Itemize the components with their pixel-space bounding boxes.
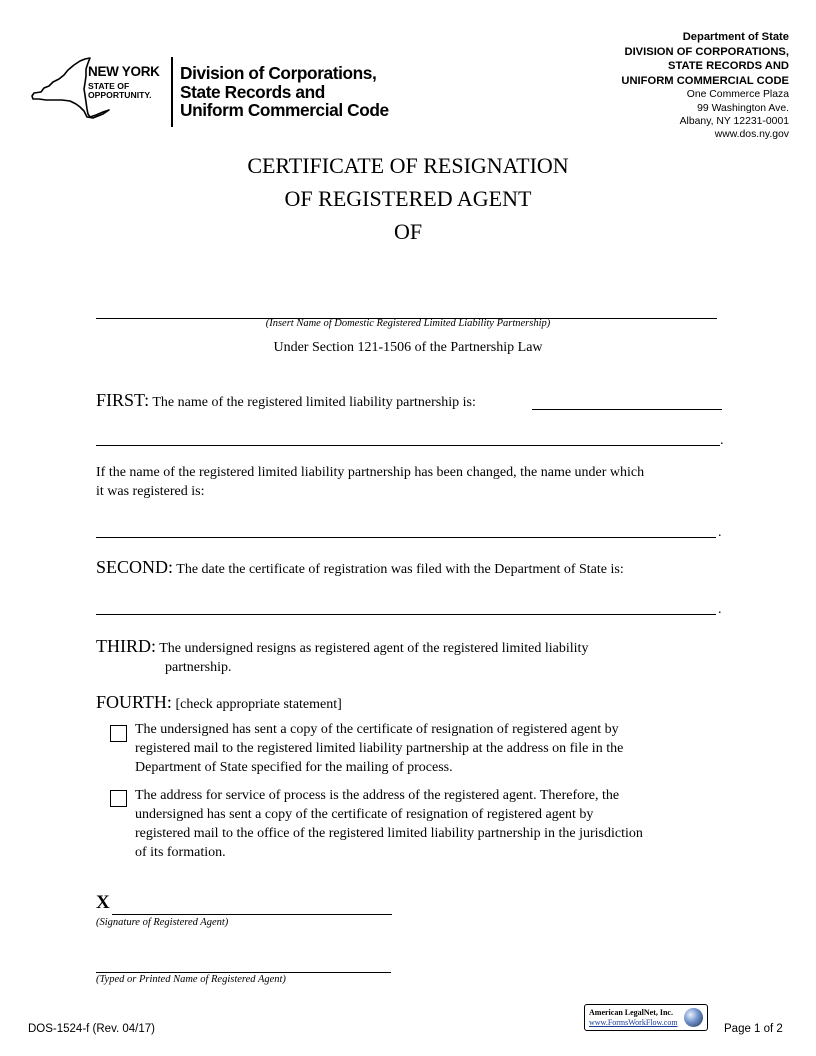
signature-mark: X xyxy=(96,892,110,913)
document-title-line3: OF xyxy=(393,219,423,244)
name-changed-line1: If the name of the registered limited liability partnership has been changed, the name under which xyxy=(96,465,645,480)
logo-division-line2: State Records and xyxy=(180,81,325,102)
page-number: Page 1 of 2 xyxy=(724,1023,783,1035)
option1-line3: Department of State specified for the mailing of process. xyxy=(135,760,453,775)
logo-tagline-line1: STATE OF xyxy=(88,81,130,91)
partnership-name-input-line1[interactable] xyxy=(532,409,722,410)
option1-line1: The undersigned has sent a copy of the certificate of resignation of registered agent by xyxy=(135,722,619,737)
third-paragraph xyxy=(96,637,588,658)
partnership-name-input-line2[interactable] xyxy=(96,445,720,446)
logo-state-name: NEW YORK xyxy=(88,64,160,79)
logo-division-title xyxy=(180,64,389,120)
document-title-line1: CERTIFICATE OF RESIGNATION xyxy=(247,153,569,178)
department-address-block xyxy=(621,30,789,141)
logo-division-line1: Division of Corporations, xyxy=(180,63,377,83)
first-text: The name of the registered limited liability partnership is: xyxy=(152,395,476,410)
second-label: SECOND: xyxy=(96,557,174,577)
form-id: DOS-1524-f (Rev. 04/17) xyxy=(28,1023,155,1035)
printed-name-input[interactable] xyxy=(96,972,391,973)
former-name-input[interactable] xyxy=(96,537,716,538)
third-label: THIRD: xyxy=(96,636,156,656)
department-line4: UNIFORM COMMERCIAL CODE xyxy=(621,74,789,87)
signature-caption: (Signature of Registered Agent) xyxy=(96,917,229,928)
option1-text xyxy=(135,720,735,777)
option2-line1: The address for service of process is the address of the registered agent. Therefore, the xyxy=(135,788,620,803)
department-line3: STATE RECORDS AND xyxy=(668,60,789,73)
logo-divider xyxy=(171,57,173,127)
third-text-line2: partnership. xyxy=(165,660,232,675)
first-label: FIRST: xyxy=(96,390,150,410)
document-title-line2: OF REGISTERED AGENT xyxy=(284,186,532,211)
american-legalnet-badge[interactable] xyxy=(584,1004,708,1031)
second-text: The date the certificate of registration was filed with the Department of State is: xyxy=(176,562,624,577)
signature-input[interactable] xyxy=(112,914,392,915)
option2-line2: undersigned has sent a copy of the certificate of resignation of registered agent by xyxy=(135,807,594,822)
department-line1: Department of State xyxy=(682,31,789,43)
globe-icon xyxy=(684,1008,703,1027)
logo-division-line3: Uniform Commercial Code xyxy=(180,100,389,120)
badge-company-name: American LegalNet, Inc. xyxy=(589,1008,673,1017)
name-changed-line2: it was registered is: xyxy=(96,484,205,499)
option1-line2: registered mail to the registered limited liability partnership at the address on file in the xyxy=(135,741,624,756)
address-line2: 99 Washington Ave. xyxy=(697,102,789,114)
partnership-name-caption: (Insert Name of Domestic Registered Limited Liability Partnership) xyxy=(265,318,551,329)
second-paragraph xyxy=(96,558,624,579)
first-paragraph xyxy=(96,391,476,412)
fourth-label: FOURTH: xyxy=(96,692,172,712)
printed-name-caption: (Typed or Printed Name of Registered Agent) xyxy=(96,974,286,985)
badge-url[interactable]: www.FormsWorkFlow.com xyxy=(589,1018,678,1027)
address-line3: Albany, NY 12231-0001 xyxy=(679,115,789,127)
logo-tagline-line2: OPPORTUNITY. xyxy=(88,90,152,100)
registration-date-input[interactable] xyxy=(96,614,716,615)
name-changed-paragraph xyxy=(96,463,736,501)
fourth-instruction: [check appropriate statement] xyxy=(175,697,342,712)
option2-text xyxy=(135,786,735,862)
option2-line3: registered mail to the office of the registered limited liability partnership in the jurisdiction xyxy=(135,826,643,841)
option1-checkbox[interactable] xyxy=(110,725,127,742)
option2-checkbox[interactable] xyxy=(110,790,127,807)
department-line2: DIVISION OF CORPORATIONS, xyxy=(624,45,789,58)
third-text-line1: The undersigned resigns as registered agent of the registered limited liability xyxy=(159,641,589,656)
address-line1: One Commerce Plaza xyxy=(686,89,789,101)
website-link[interactable]: www.dos.ny.gov xyxy=(714,128,789,140)
statute-reference: Under Section 121-1506 of the Partnership Law xyxy=(273,340,543,355)
option2-line4: of its formation. xyxy=(135,845,226,860)
fourth-paragraph xyxy=(96,693,342,714)
